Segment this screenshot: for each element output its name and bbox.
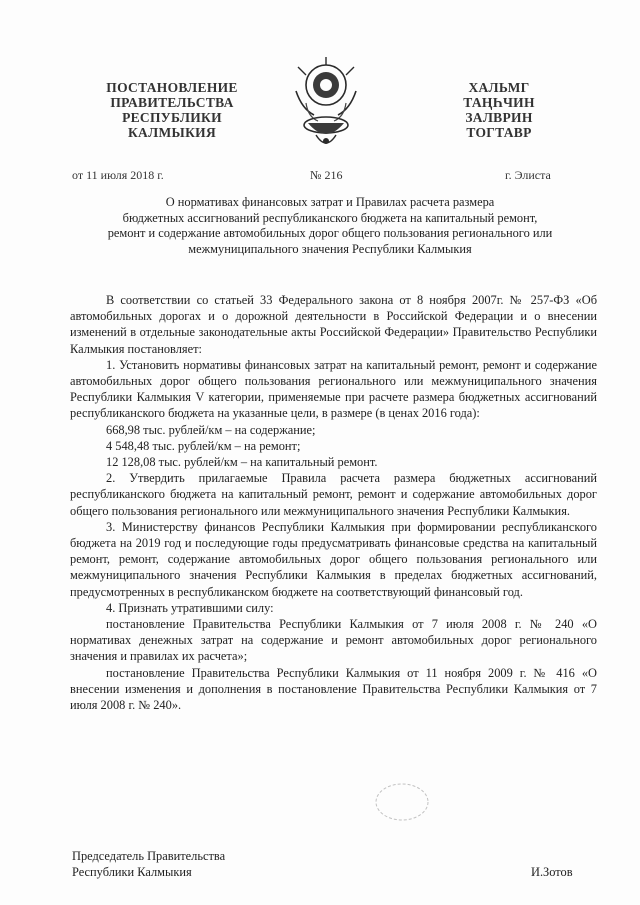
norm-item: 668,98 тыс. рублей/км – на содержание; [106,422,316,437]
intro-paragraph: В соответствии со статьей 33 Федерального закона от 8 ноября 2007г. № 257-ФЗ «Об автомобильных дорогах и о дорожной деятельности в Российской Федерации и о внесении изменений в отдельные законодательные акты Российской Федерации» Правительство Республики Калмыкия постановляет: [70,293,597,356]
header-right-line: ТОГТАВР [466,125,532,140]
title-line: ремонт и содержание автомобильных дорог общего пользования регионального или [107,226,553,240]
norm-item: 4 548,48 тыс. рублей/км – на ремонт; [106,438,301,453]
header-right-line: ТАҢҺЧИН [463,95,535,110]
paragraph-4: 4. Признать утратившими силу: [106,600,274,615]
kalmykia-coat-of-arms-icon [288,55,364,155]
stamp-mark [372,780,432,825]
signatory-position-line: Республики Калмыкия [72,865,192,879]
document-city: г. Элиста [505,168,551,182]
header-right-block [444,80,554,140]
title-line: О нормативах финансовых затрат и Правилах расчета размера [165,195,495,209]
header-left-line: ПОСТАНОВЛЕНИЕ [106,80,238,95]
paragraph-4b: постановление Правительства Республики Калмыкия от 11 ноября 2009 г. № 416 «О внесении изменения и дополнения в постановление Правительства Республики Калмыкия от 7 июля 2008 г. № 240». [70,665,597,713]
header-left-line: ПРАВИТЕЛЬСТВА [110,95,234,110]
document-date: от 11 июля 2018 г. [72,168,164,182]
paragraph-3: 3. Министерству финансов Республики Калмыкия при формировании республиканского бюджета на 2019 год и последующие годы предусматривать финансовые средства на капитальный ремонт, ремонт, содержание автомобильных дорог общего пользования регионального или межмуниципального значения Республики Калмыкия в пределах бюджетных ассигнований, предусмотренных в республиканском бюджете на соответствующий финансовый год. [70,519,597,599]
document-body [70,292,597,713]
title-line: бюджетных ассигнований республиканского бюджета на капитальный ремонт, [122,210,538,225]
document-title [60,195,600,257]
header-left-line: КАЛМЫКИЯ [127,125,217,140]
paragraph-2: 2. Утвердить прилагаемые Правила расчета размера бюджетных ассигнований республиканского бюджета на капитальный ремонт, ремонт и содержание автомобильных дорог общего пользования регионального или межмуниципального значения Республики Калмыкия. [70,471,597,518]
header-left-block [92,80,252,140]
document-number: № 216 [310,168,343,182]
signatory-position [72,848,225,880]
signatory-name: И.Зотов [531,865,573,879]
norm-item: 12 128,08 тыс. рублей/км – на капитальный ремонт. [106,455,378,470]
paragraph-1: 1. Установить нормативы финансовых затрат на капитальный ремонт, ремонт и содержание автомобильных дорог общего пользования регионального или межмуниципального значения Республики Калмыкия V категории, применяемые при расчете размера бюджетных ассигнований республиканского бюджета на указанные цели, в размере (в ценах 2016 года): [70,357,597,421]
header-right-line: ЗАЛВРИН [465,110,533,125]
header-right-line: ХАЛЬМГ [468,80,530,95]
header-left-line: РЕСПУБЛИКИ [122,110,222,125]
title-line: межмуниципального значения Республики Калмыкия [188,241,472,256]
signatory-position-line: Председатель Правительства [72,849,226,863]
paragraph-4a: постановление Правительства Республики Калмыкия от 7 июля 2008 г. № 240 «О нормативах денежных затрат на содержание и ремонт автомобильных дорог регионального значения и правилах их расчета»; [70,617,597,664]
